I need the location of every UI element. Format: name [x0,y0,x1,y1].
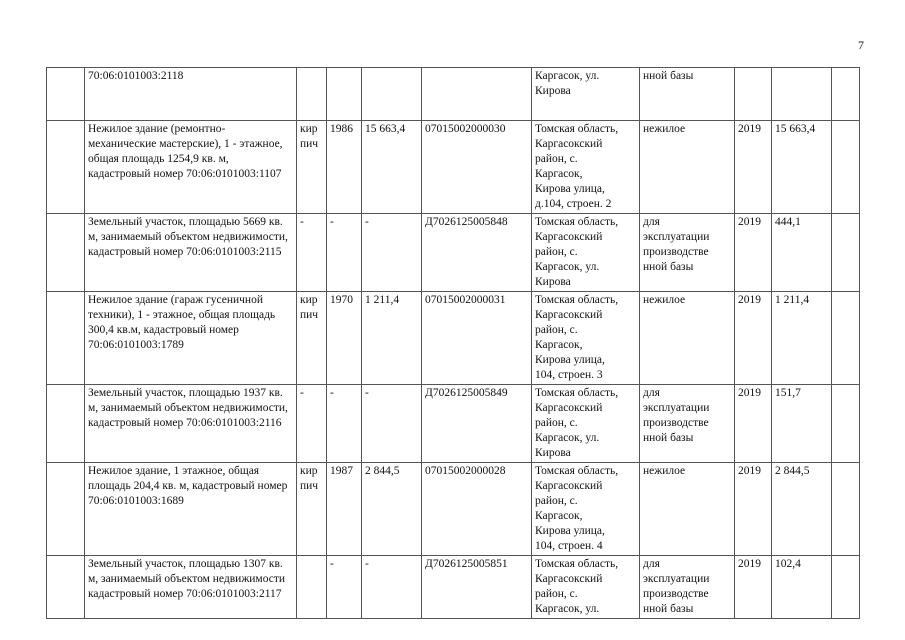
code-cell: 07015002000028 [422,463,532,556]
purpose-cell: нной базы [640,68,735,121]
year-built-cell: - [327,385,362,463]
property-table [46,67,860,619]
year-cell: 2019 [735,292,772,385]
area-cell: - [362,214,422,292]
purpose-cell: нежилое [640,121,735,214]
description-cell: Земельный участок, площадью 1307 кв. м, занимаемый объектом недвижимости кадастровый номер 70:06:0101003:2117 [85,556,297,619]
material-cell: кир пич [297,463,327,556]
purpose-cell: нежилое [640,463,735,556]
year-cell: 2019 [735,385,772,463]
year-cell: 2019 [735,121,772,214]
area-cell: 15 663,4 [362,121,422,214]
value-cell: 15 663,4 [772,121,832,214]
row-number-cell [47,214,85,292]
year-built-cell: 1970 [327,292,362,385]
table-row [47,214,860,292]
purpose-cell: нежилое [640,292,735,385]
code-cell: 07015002000031 [422,292,532,385]
purpose-cell: для эксплуатации производстве нной базы [640,385,735,463]
table-row [47,292,860,385]
row-number-cell [47,68,85,121]
row-number-cell [47,292,85,385]
year-built-cell: - [327,214,362,292]
value-cell: 1 211,4 [772,292,832,385]
extra-cell [832,292,860,385]
year-built-cell: 1986 [327,121,362,214]
extra-cell [832,556,860,619]
table-row [47,68,860,121]
address-cell: Каргасок, ул. Кирова [532,68,640,121]
year-built-cell: 1987 [327,463,362,556]
value-cell: 102,4 [772,556,832,619]
year-cell: 2019 [735,214,772,292]
description-cell: Земельный участок, площадью 5669 кв. м, занимаемый объектом недвижимости, кадастровый номер 70:06:0101003:2115 [85,214,297,292]
year-cell: 2019 [735,463,772,556]
table-row [47,463,860,556]
area-cell: 2 844,5 [362,463,422,556]
area-cell: 1 211,4 [362,292,422,385]
row-number-cell [47,556,85,619]
area-cell: - [362,556,422,619]
description-cell: Нежилое здание, 1 этажное, общая площадь 204,4 кв. м, кадастровый номер 70:06:0101003:1689 [85,463,297,556]
year-built-cell: - [327,556,362,619]
table-row [47,556,860,619]
address-cell: Томская область, Каргасокский район, с. Каргасок, Кирова улица, д.104, строен. 2 [532,121,640,214]
purpose-cell: для эксплуатации производстве нной базы [640,214,735,292]
description-cell: Земельный участок, площадью 1937 кв. м, занимаемый объектом недвижимости, кадастровый номер 70:06:0101003:2116 [85,385,297,463]
table-row [47,121,860,214]
year-cell: 2019 [735,556,772,619]
value-cell: 151,7 [772,385,832,463]
row-number-cell [47,463,85,556]
code-cell: Д7026125005851 [422,556,532,619]
extra-cell [832,214,860,292]
description-cell: Нежилое здание (гараж гусеничной техники), 1 - этажное, общая площадь 300,4 кв.м, кадастровый номер 70:06:0101003:1789 [85,292,297,385]
address-cell: Томская область, Каргасокский район, с. Каргасок, Кирова улица, 104, строен. 3 [532,292,640,385]
value-cell [772,68,832,121]
description-cell: Нежилое здание (ремонтно-механические мастерские), 1 - этажное, общая площадь 1254,9 кв. м, кадастровый номер 70:06:0101003:1107 [85,121,297,214]
purpose-cell: для эксплуатации производстве нной базы [640,556,735,619]
extra-cell [832,121,860,214]
row-number-cell [47,121,85,214]
address-cell: Томская область, Каргасокский район, с. Каргасок, ул. Кирова [532,214,640,292]
description-cell: 70:06:0101003:2118 [85,68,297,121]
code-cell: Д7026125005849 [422,385,532,463]
code-cell [422,68,532,121]
code-cell: Д7026125005848 [422,214,532,292]
extra-cell [832,385,860,463]
address-cell: Томская область, Каргасокский район, с. Каргасок, Кирова улица, 104, строен. 4 [532,463,640,556]
code-cell: 07015002000030 [422,121,532,214]
extra-cell [832,68,860,121]
extra-cell [832,463,860,556]
area-cell [362,68,422,121]
table-row [47,385,860,463]
material-cell [297,68,327,121]
material-cell: кир пич [297,292,327,385]
year-cell [735,68,772,121]
year-built-cell [327,68,362,121]
page-number: 7 [858,38,864,52]
address-cell: Томская область, Каргасокский район, с. Каргасок, ул. Кирова [532,385,640,463]
material-cell: - [297,214,327,292]
material-cell: - [297,385,327,463]
material-cell: кир пич [297,121,327,214]
area-cell: - [362,385,422,463]
value-cell: 2 844,5 [772,463,832,556]
row-number-cell [47,385,85,463]
address-cell: Томская область, Каргасокский район, с. Каргасок, ул. [532,556,640,619]
material-cell [297,556,327,619]
value-cell: 444,1 [772,214,832,292]
